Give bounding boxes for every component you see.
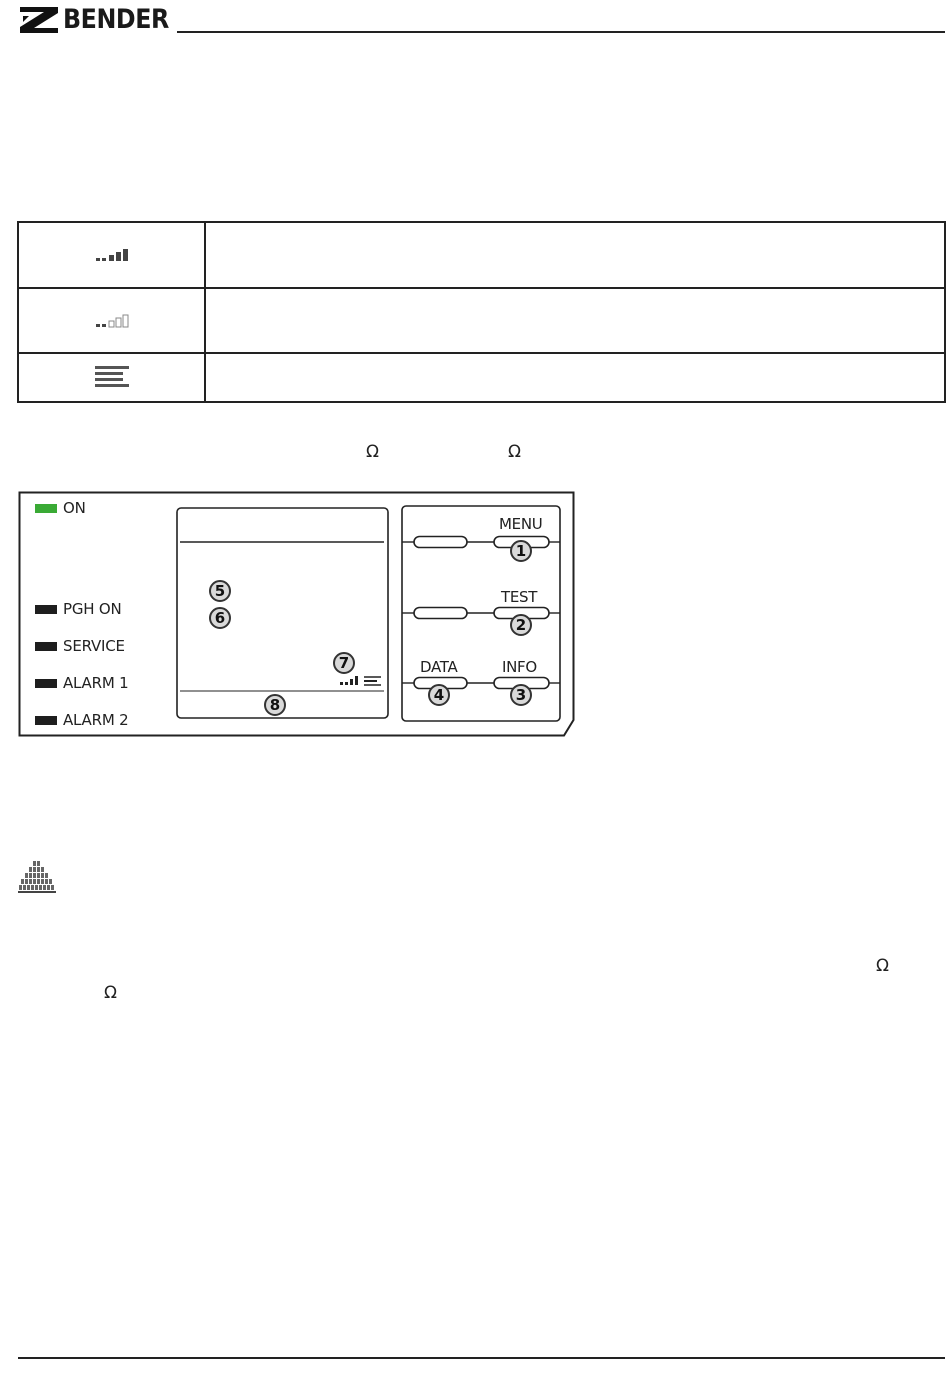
table-icon-cell [19, 354, 206, 401]
led-on [35, 504, 57, 513]
data-key-label: DATA [420, 658, 458, 676]
callout-6: 6 [209, 607, 231, 629]
callout-7: 7 [333, 652, 355, 674]
signal-strength-icon [340, 676, 358, 685]
bender-logo-mark-icon [18, 4, 60, 34]
device-front-panel [18, 491, 575, 737]
led-pgh-on [35, 605, 57, 614]
signal-strength-empty-icon [94, 314, 130, 328]
callout-3: 3 [510, 684, 532, 706]
test-key-label: TEST [501, 588, 538, 606]
bender-logo [18, 2, 183, 36]
led-label-alarm-1: ALARM 1 [63, 674, 129, 692]
header-rule [177, 31, 945, 33]
info-key-label: INFO [502, 658, 537, 676]
table-text-cell [206, 354, 944, 401]
ohm-symbol: Ω [876, 956, 889, 976]
led-label-on: ON [63, 499, 86, 517]
led-label-alarm-2: ALARM 2 [63, 711, 129, 729]
led-label-service: SERVICE [63, 637, 125, 655]
callout-5: 5 [209, 580, 231, 602]
callout-1: 1 [510, 540, 532, 562]
data-transfer-lines-icon [364, 677, 381, 685]
table-text-cell [206, 289, 944, 352]
table-text-cell [206, 223, 944, 287]
histogram-icon [18, 860, 56, 894]
callout-2: 2 [510, 614, 532, 636]
signal-strength-full-icon [94, 248, 130, 262]
led-alarm-2 [35, 716, 57, 725]
data-transfer-lines-icon [94, 365, 130, 391]
brand-name: BENDER [63, 3, 169, 35]
table-row [19, 289, 944, 354]
led-label-pgh-on: PGH ON [63, 600, 122, 618]
ohm-symbol: Ω [366, 442, 379, 462]
table-row [19, 354, 944, 401]
callout-4: 4 [428, 684, 450, 706]
ohm-symbol: Ω [508, 442, 521, 462]
callout-8: 8 [264, 694, 286, 716]
led-service [35, 642, 57, 651]
led-alarm-1 [35, 679, 57, 688]
ohm-symbol: Ω [104, 983, 117, 1003]
table-icon-cell [19, 223, 206, 287]
table-row [19, 223, 944, 289]
footer-rule [18, 1357, 945, 1359]
symbol-table [17, 221, 946, 403]
menu-key-label: MENU [499, 515, 543, 533]
table-icon-cell [19, 289, 206, 352]
